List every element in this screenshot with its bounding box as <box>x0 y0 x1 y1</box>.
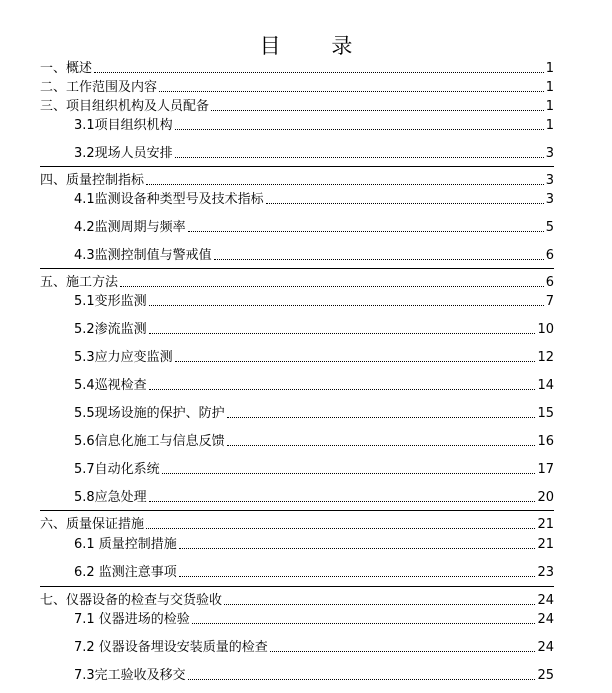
section-divider <box>40 510 554 511</box>
toc-entry-label: 六、质量保证措施 <box>40 517 145 532</box>
toc-entry-page: 16 <box>537 434 554 449</box>
toc-entry-page: 6 <box>545 275 554 290</box>
toc-entry[interactable] <box>74 115 554 133</box>
dot-leader <box>175 361 536 362</box>
toc-entry[interactable] <box>40 170 554 188</box>
toc-entry-label: 5.5现场设施的保护、防护 <box>74 406 225 421</box>
toc-entry-label: 6.2 监测注意事项 <box>74 565 177 580</box>
toc-entry-label: 4.1监测设备种类型号及技术指标 <box>74 192 264 207</box>
toc-entry[interactable] <box>74 431 554 449</box>
toc-entry-label: 七、仪器设备的检查与交货验收 <box>40 593 223 608</box>
toc-entry[interactable] <box>74 375 554 393</box>
toc-entry-page: 17 <box>537 462 554 477</box>
dot-leader <box>146 184 544 185</box>
toc-entry-label: 五、施工方法 <box>40 275 119 290</box>
dot-leader <box>162 473 536 474</box>
dot-leader <box>266 203 544 204</box>
toc-entry-page: 24 <box>537 612 554 627</box>
dot-leader <box>149 501 536 502</box>
toc-entry-label: 4.2监测周期与频率 <box>74 220 186 235</box>
toc-entry[interactable] <box>74 459 554 477</box>
toc-entry[interactable] <box>40 272 554 290</box>
toc-entry[interactable] <box>40 96 554 114</box>
toc-entry-label: 5.6信息化施工与信息反馈 <box>74 434 225 449</box>
toc-entry-page: 12 <box>537 350 554 365</box>
toc-entry[interactable] <box>74 609 554 627</box>
toc-entry[interactable] <box>40 514 554 532</box>
toc-entry-page: 1 <box>545 80 554 95</box>
toc-entry-page: 3 <box>545 173 554 188</box>
dot-leader <box>146 528 535 529</box>
dot-leader <box>188 231 544 232</box>
dot-leader <box>211 110 544 111</box>
toc-entry-label: 3.1项目组织机构 <box>74 118 173 133</box>
toc-entry-page: 21 <box>537 537 554 552</box>
toc-entry-label: 四、质量控制指标 <box>40 173 145 188</box>
toc-entry-label: 5.1变形监测 <box>74 294 147 309</box>
toc-entry-page: 7 <box>545 294 554 309</box>
toc-entry[interactable] <box>74 143 554 161</box>
toc-entry-page: 24 <box>537 593 554 608</box>
toc-entry[interactable] <box>74 291 554 309</box>
toc-title: 目 录 <box>259 34 375 58</box>
dot-leader <box>224 604 535 605</box>
dot-leader <box>188 679 536 680</box>
toc-entry[interactable] <box>74 217 554 235</box>
dot-leader <box>192 623 536 624</box>
dot-leader <box>175 157 544 158</box>
toc-entry-label: 5.7自动化系统 <box>74 462 160 477</box>
toc-entry-page: 1 <box>545 99 554 114</box>
toc-entry-label: 7.2 仪器设备埋设安装质量的检查 <box>74 640 268 655</box>
dot-leader <box>175 129 544 130</box>
toc-entry-page: 15 <box>537 406 554 421</box>
toc-entry-page: 23 <box>537 565 554 580</box>
toc-entry-label: 5.8应急处理 <box>74 490 147 505</box>
toc-entry-page: 1 <box>545 61 554 76</box>
toc-entry-page: 3 <box>545 192 554 207</box>
toc-entry-label: 7.1 仪器进场的检验 <box>74 612 190 627</box>
toc-entry-label: 4.3监测控制值与警戒值 <box>74 248 212 263</box>
toc-entry[interactable] <box>74 189 554 207</box>
dot-leader <box>149 305 544 306</box>
toc-entry-page: 24 <box>537 640 554 655</box>
toc-entry[interactable] <box>74 319 554 337</box>
toc-entry-page: 3 <box>545 146 554 161</box>
toc-entry-page: 5 <box>545 220 554 235</box>
toc-entry-label: 3.2现场人员安排 <box>74 146 173 161</box>
toc-entry-label: 5.3应力应变监测 <box>74 350 173 365</box>
toc-entry[interactable] <box>74 534 554 552</box>
toc-entry-label: 7.3完工验收及移交 <box>74 668 186 683</box>
section-divider <box>40 586 554 587</box>
dot-leader <box>159 91 544 92</box>
toc-entry[interactable] <box>40 590 554 608</box>
toc-entry-page: 25 <box>537 668 554 683</box>
toc-entry-page: 14 <box>537 378 554 393</box>
dot-leader <box>149 389 536 390</box>
toc-entry[interactable] <box>74 665 554 683</box>
toc-entry-label: 二、工作范围及内容 <box>40 80 158 95</box>
toc-entry[interactable] <box>74 403 554 421</box>
dot-leader <box>270 651 536 652</box>
toc-entry[interactable] <box>74 637 554 655</box>
toc-entry-page: 21 <box>537 517 554 532</box>
toc-entry[interactable] <box>40 77 554 95</box>
toc-entry[interactable] <box>74 487 554 505</box>
toc-entry[interactable] <box>74 245 554 263</box>
toc-entry-page: 1 <box>545 118 554 133</box>
toc-entry-label: 一、概述 <box>40 61 93 76</box>
toc-entry-label: 三、项目组织机构及人员配备 <box>40 99 210 114</box>
dot-leader <box>94 72 544 73</box>
dot-leader <box>179 576 536 577</box>
dot-leader <box>227 445 536 446</box>
dot-leader <box>179 548 536 549</box>
toc-entry-page: 10 <box>537 322 554 337</box>
toc-entry[interactable] <box>40 58 554 76</box>
dot-leader <box>214 259 544 260</box>
section-divider <box>40 268 554 269</box>
dot-leader <box>227 417 536 418</box>
toc-entry-label: 5.4巡视检查 <box>74 378 147 393</box>
dot-leader <box>149 333 536 334</box>
toc-entry-label: 6.1 质量控制措施 <box>74 537 177 552</box>
section-divider <box>40 166 554 167</box>
toc-entry[interactable] <box>74 347 554 365</box>
toc-entry-label: 5.2渗流监测 <box>74 322 147 337</box>
dot-leader <box>120 286 544 287</box>
toc-entry-page: 6 <box>545 248 554 263</box>
toc-entry[interactable] <box>74 562 554 580</box>
toc-entry-page: 20 <box>537 490 554 505</box>
